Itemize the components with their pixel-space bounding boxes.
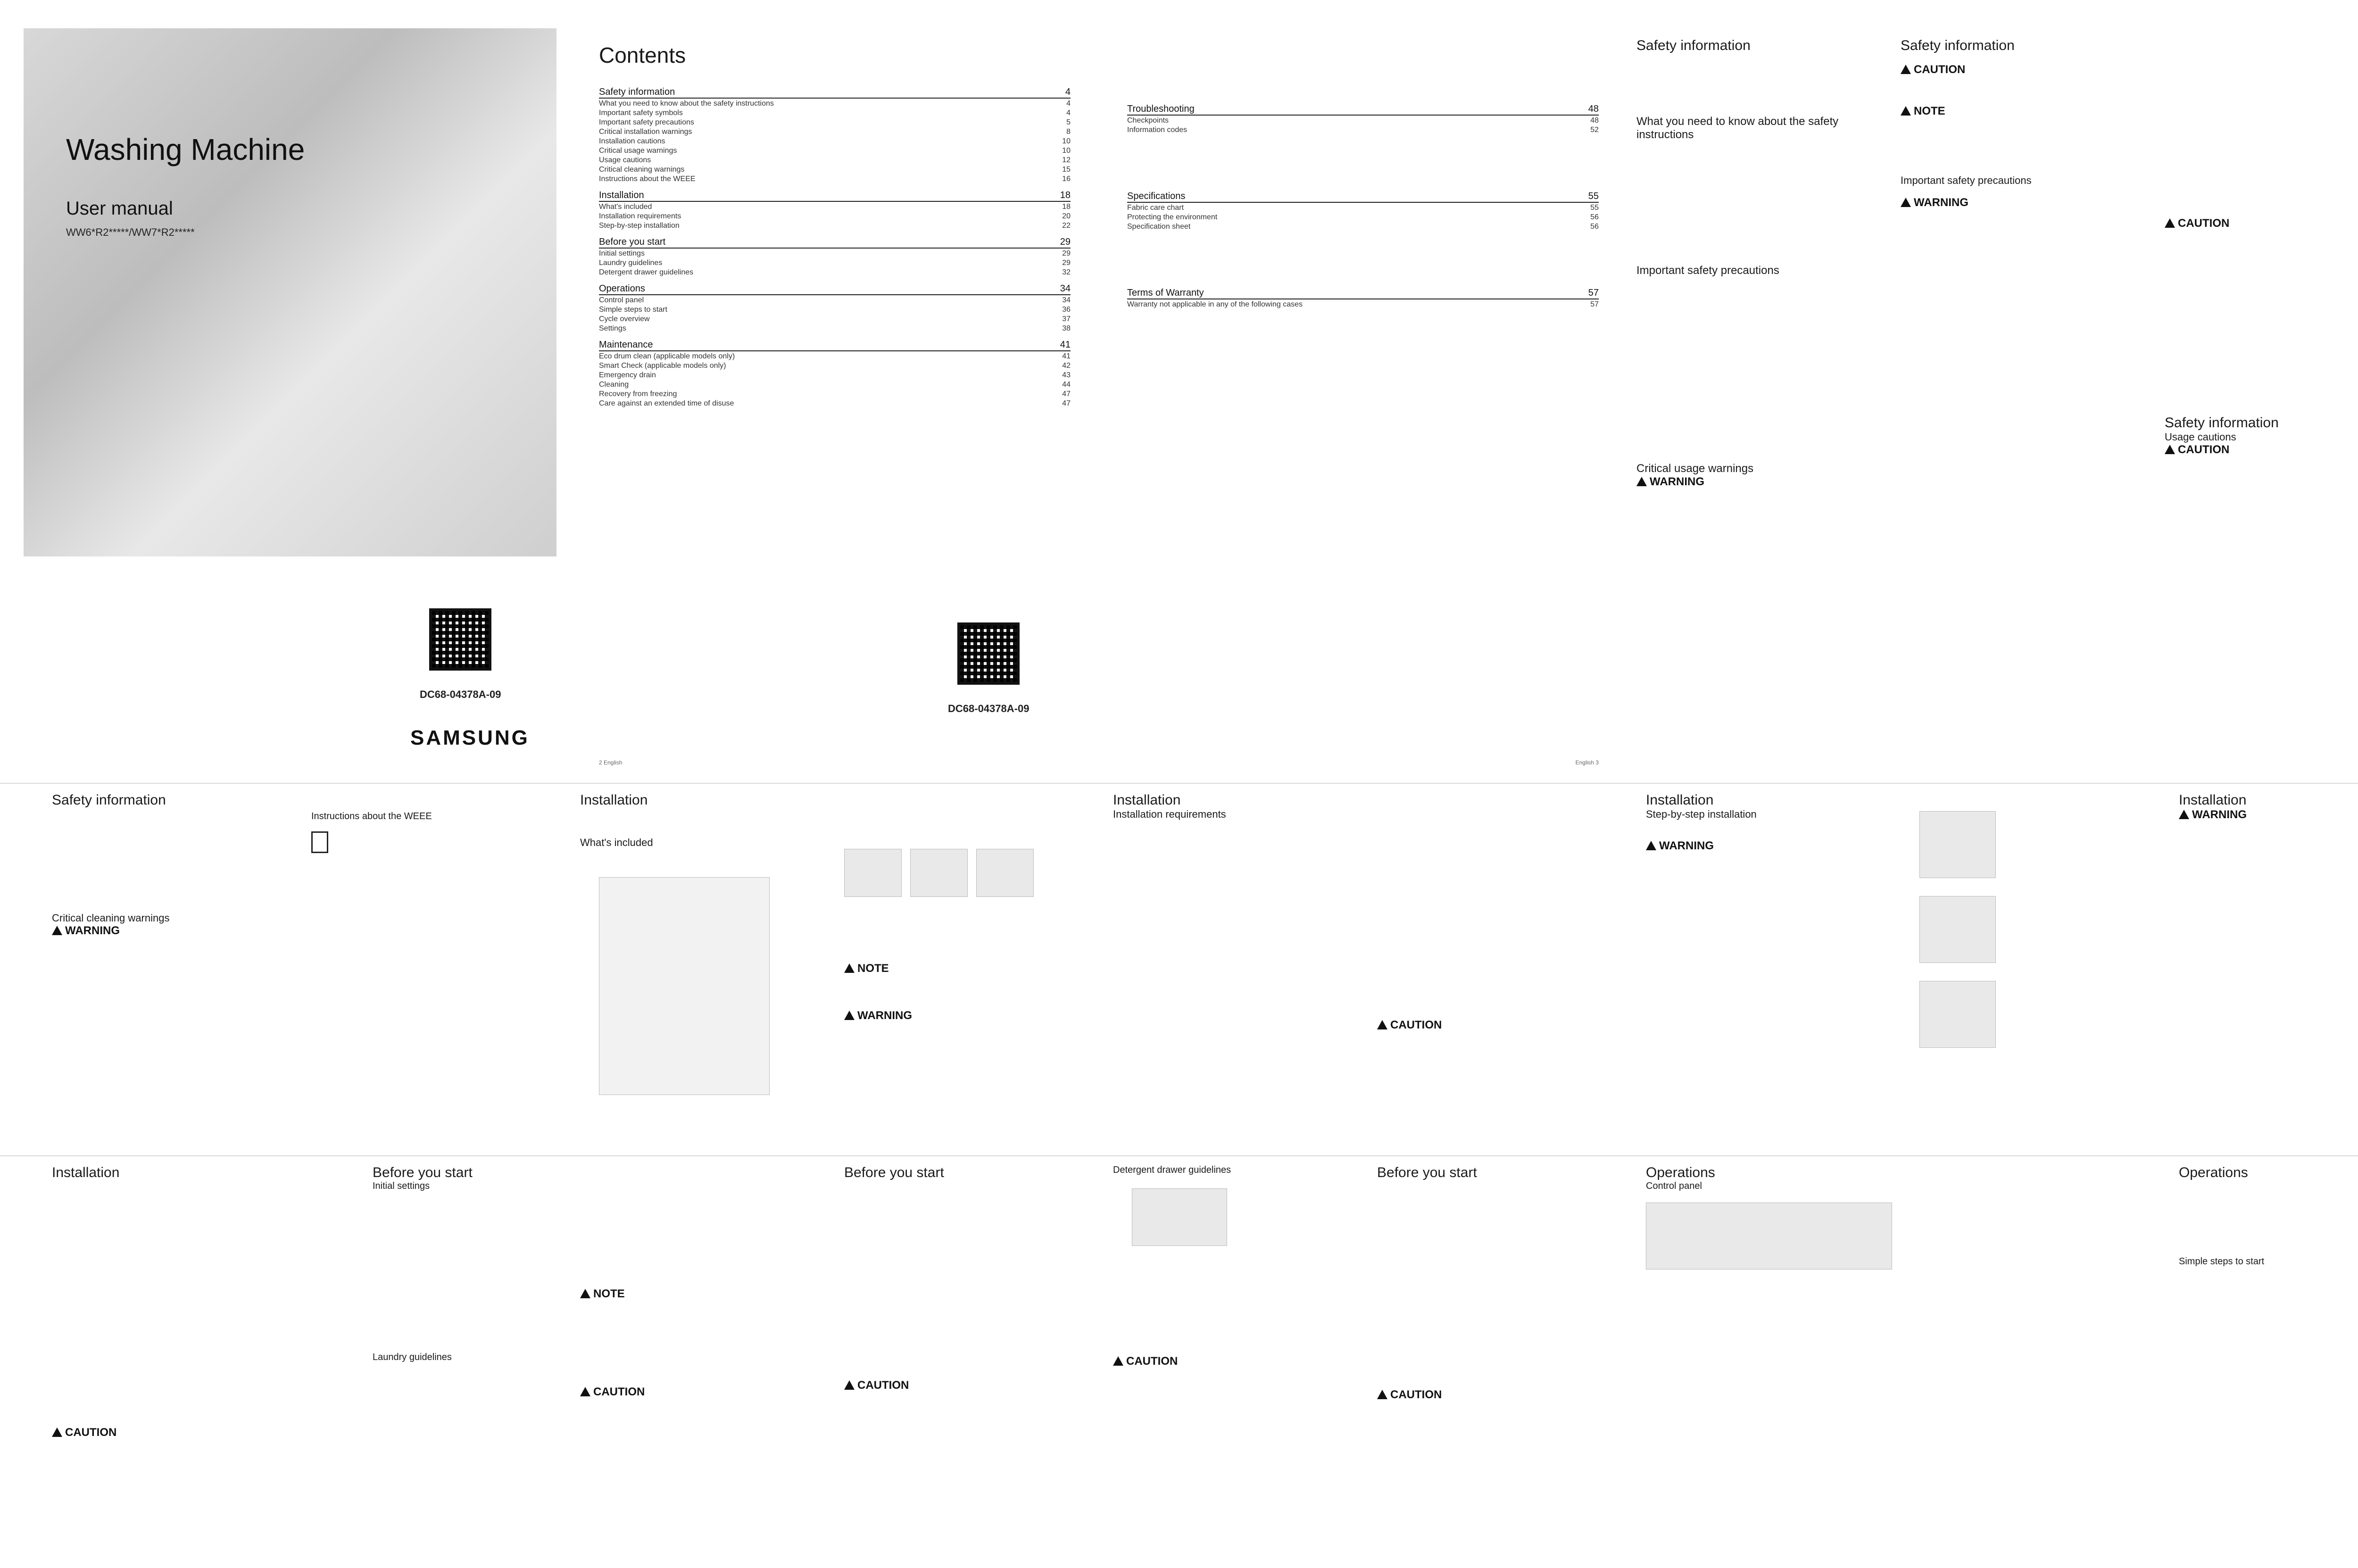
brand-logo: SAMSUNG xyxy=(410,726,530,749)
toc-item[interactable]: Control panel xyxy=(599,296,644,304)
toc-item[interactable]: Warranty not applicable in any of the following cases xyxy=(1127,300,1303,308)
toc-section: Troubleshooting 48 Checkpoints 48 Information codes 52 xyxy=(1127,104,1599,134)
toc-item[interactable]: Critical usage warnings xyxy=(599,147,677,155)
subsection-title: Installation requirements xyxy=(1113,808,1226,820)
toc-item[interactable]: Installation requirements xyxy=(599,212,681,220)
contents-page-2 xyxy=(1127,38,1599,773)
cover-code: DC68-04378A-09 xyxy=(420,689,501,700)
caution-label: CAUTION xyxy=(1377,1019,1622,1032)
toc-item[interactable]: Protecting the environment xyxy=(1127,213,1218,221)
toc-section: Installation 18 What's included 18 Installation requirements 20 Step-by-step installation 22 xyxy=(599,190,1071,230)
page-number: 2 English xyxy=(599,759,623,766)
accessory-spanner xyxy=(844,849,902,897)
weee-bin-icon xyxy=(311,831,328,853)
contents-code: DC68-04378A-09 xyxy=(948,703,1030,714)
note-label: NOTE xyxy=(1901,105,2155,118)
toc-item[interactable]: Specification sheet xyxy=(1127,223,1191,231)
before-start-page xyxy=(1377,1165,1613,1523)
operations-page xyxy=(1646,1165,1901,1523)
detergent-drawer-diagram xyxy=(1132,1188,1227,1246)
subsection-title: Instructions about the WEEE xyxy=(311,811,432,821)
step-diagram xyxy=(1919,981,1996,1048)
toc-item[interactable]: Instructions about the WEEE xyxy=(599,175,696,183)
step-diagram xyxy=(1919,896,1996,963)
toc-head-label[interactable]: Installation xyxy=(599,190,644,200)
weee-page xyxy=(311,792,547,1151)
warning-label: WARNING xyxy=(52,924,288,937)
note-label: NOTE xyxy=(844,962,889,975)
toc-item[interactable]: Emergency drain xyxy=(599,371,656,379)
section-title: Installation xyxy=(580,792,648,808)
toc-section: Before you start 29 Initial settings 29 Laundry guidelines 29 Detergent drawer guidelines 32 xyxy=(599,237,1071,276)
toc-item[interactable]: Recovery from freezing xyxy=(599,390,677,398)
subsection-title: Critical cleaning warnings xyxy=(52,912,170,924)
detergent-page xyxy=(1113,1165,1368,1523)
toc-item[interactable]: Eco drum clean (applicable models only) xyxy=(599,352,735,360)
caution-label: CAUTION xyxy=(1377,1388,1613,1402)
step-diagram xyxy=(1919,811,1996,878)
toc-item[interactable]: Fabric care chart xyxy=(1127,204,1184,212)
section-title: Operations xyxy=(1646,1165,1715,1180)
caution-label: CAUTION xyxy=(2165,217,2358,230)
toc-head-label[interactable]: Troubleshooting xyxy=(1127,104,1195,114)
section-title: Operations xyxy=(2179,1165,2248,1180)
accessory-hose-guide xyxy=(976,849,1034,897)
section-title: Installation xyxy=(52,1165,120,1180)
toc-item[interactable]: Installation cautions xyxy=(599,137,665,145)
safety-page xyxy=(1901,38,2155,396)
toc-item[interactable]: What you need to know about the safety instructions xyxy=(599,100,774,108)
toc-item[interactable]: Simple steps to start xyxy=(599,306,667,314)
toc-head-label[interactable]: Safety information xyxy=(599,87,675,97)
toc-item[interactable]: Settings xyxy=(599,324,626,332)
caution-label: CAUTION xyxy=(1901,63,2155,76)
toc-item[interactable]: Critical cleaning warnings xyxy=(599,166,685,174)
toc-item[interactable]: Care against an extended time of disuse xyxy=(599,399,734,407)
toc-item[interactable]: Detergent drawer guidelines xyxy=(599,268,694,276)
row-separator xyxy=(0,783,2358,784)
installation-page xyxy=(1910,792,2165,1151)
subsection-title: What you need to know about the safety instructions xyxy=(1636,115,1839,141)
section-title: Before you start xyxy=(1377,1165,1477,1180)
row-separator xyxy=(0,1155,2358,1156)
installation-page xyxy=(580,792,1089,1151)
subsection-title: Critical usage warnings xyxy=(1636,462,1754,475)
toc-item[interactable]: Checkpoints xyxy=(1127,116,1169,124)
warning-label: WARNING xyxy=(2179,808,2358,821)
section-title: Safety information xyxy=(52,792,166,808)
accessory-bolt-caps xyxy=(910,849,968,897)
safety-page xyxy=(2165,415,2358,773)
toc-item[interactable]: Cleaning xyxy=(599,381,629,389)
safety-page xyxy=(1636,38,1891,396)
section-title: Safety information xyxy=(2165,415,2279,431)
toc-section: Maintenance 41 Eco drum clean (applicable models only) 41 Smart Check (applicable models only) 42 Emergency drain 43 Cleaning 44 Recovery from freezing 47 Care against an extended time of disuse 47 xyxy=(599,340,1071,407)
subsection-title: Laundry guidelines xyxy=(373,1352,452,1362)
subsection-title: Important safety precautions xyxy=(1636,264,1779,277)
subsection-title: Control panel xyxy=(1646,1181,1702,1191)
contents-page xyxy=(599,38,1071,773)
safety-page xyxy=(2165,38,2358,396)
section-title: Safety information xyxy=(1901,38,2015,53)
warning-label: WARNING xyxy=(1901,196,2155,209)
toc-item[interactable]: Initial settings xyxy=(599,249,645,257)
toc-head-label[interactable]: Maintenance xyxy=(599,340,653,350)
toc-item[interactable]: Step-by-step installation xyxy=(599,222,680,230)
operations-page xyxy=(2179,1165,2358,1523)
subsection-title: Simple steps to start xyxy=(2179,1256,2265,1267)
subsection-title: Detergent drawer guidelines xyxy=(1113,1165,1231,1175)
toc-head-label[interactable]: Before you start xyxy=(599,237,666,247)
toc-section: Safety information 4 What you need to know about the safety instructions 4 Important safety symbols 4 Important safety precautions 5 Critical installation warnings 8 Installation cautions 10 Critical usage warnings 10 Usage cautions 12 Critical cleaning warnings 15 Instructions about the WEEE 16 xyxy=(599,87,1071,183)
control-panel-diagram xyxy=(1646,1203,1892,1269)
section-title: Before you start xyxy=(844,1165,944,1180)
toc-section: Terms of Warranty 57 Warranty not applicable in any of the following cases 57 xyxy=(1127,288,1599,308)
safety-page xyxy=(1901,415,2155,773)
toc-item[interactable]: Cycle overview xyxy=(599,315,650,323)
washer-diagram xyxy=(599,877,770,1095)
toc-item[interactable]: Usage cautions xyxy=(599,156,651,164)
subsection-title: Initial settings xyxy=(373,1181,430,1191)
subsection-title: Usage cautions xyxy=(2165,431,2236,443)
safety-page xyxy=(1636,415,1891,773)
cover-photo xyxy=(24,28,556,556)
toc-head-label[interactable]: Operations xyxy=(599,283,645,294)
contents-title: Contents xyxy=(599,43,686,67)
toc-item[interactable]: Smart Check (applicable models only) xyxy=(599,362,726,370)
toc-item[interactable]: Laundry guidelines xyxy=(599,259,663,267)
safety-page xyxy=(52,792,288,1151)
warning-label: WARNING xyxy=(1636,475,1891,489)
cover-models: WW6*R2*****/WW7*R2***** xyxy=(66,226,195,238)
toc-section: Specifications 55 Fabric care chart 55 Protecting the environment 56 Specification sheet 56 xyxy=(1127,191,1599,231)
subsection-title: Step-by-step installation xyxy=(1646,808,1757,820)
section-title: Safety information xyxy=(1636,38,1751,53)
cover-page xyxy=(24,28,556,773)
warning-label: WARNING xyxy=(1646,839,1901,853)
section-title: Installation xyxy=(2179,792,2247,808)
cover-subtitle: User manual xyxy=(66,198,173,219)
installation-page xyxy=(1113,792,1622,1151)
toc-section: Operations 34 Control panel 34 Simple steps to start 36 Cycle overview 37 Settings 38 xyxy=(599,283,1071,332)
caution-label: CAUTION xyxy=(580,1385,816,1399)
before-start-page xyxy=(580,1165,816,1523)
cover-title: Washing Machine xyxy=(66,133,305,166)
caution-label: CAUTION xyxy=(2165,443,2358,456)
section-title: Installation xyxy=(1646,792,1714,808)
toc-item[interactable]: Important safety precautions xyxy=(599,118,694,126)
before-start-page xyxy=(844,1165,1080,1523)
toc-head-label[interactable]: Terms of Warranty xyxy=(1127,288,1204,298)
toc-item[interactable]: Important safety symbols xyxy=(599,109,683,117)
caution-label: CAUTION xyxy=(844,1379,1080,1392)
caution-label: CAUTION xyxy=(52,1426,288,1439)
warning-label: WARNING xyxy=(844,1009,912,1022)
toc-item[interactable]: Information codes xyxy=(1127,126,1187,134)
subsection-title: Important safety precautions xyxy=(1901,174,2032,186)
before-start-page xyxy=(373,1165,608,1523)
caution-label: CAUTION xyxy=(1113,1355,1368,1368)
operations-page xyxy=(1910,1165,2165,1523)
qr-code xyxy=(429,608,491,671)
installation-page xyxy=(1646,792,1901,1151)
toc-item[interactable]: Critical installation warnings xyxy=(599,128,692,136)
installation-page xyxy=(52,1165,288,1523)
page-number: English 3 xyxy=(1575,759,1599,766)
note-label: NOTE xyxy=(580,1287,816,1301)
subsection-title: What's included xyxy=(580,837,653,848)
section-title: Before you start xyxy=(373,1165,473,1180)
installation-page xyxy=(2179,792,2358,1151)
qr-code xyxy=(957,622,1020,685)
toc-item[interactable]: What's included xyxy=(599,203,652,211)
toc-head-label[interactable]: Specifications xyxy=(1127,191,1186,201)
section-title: Installation xyxy=(1113,792,1181,808)
